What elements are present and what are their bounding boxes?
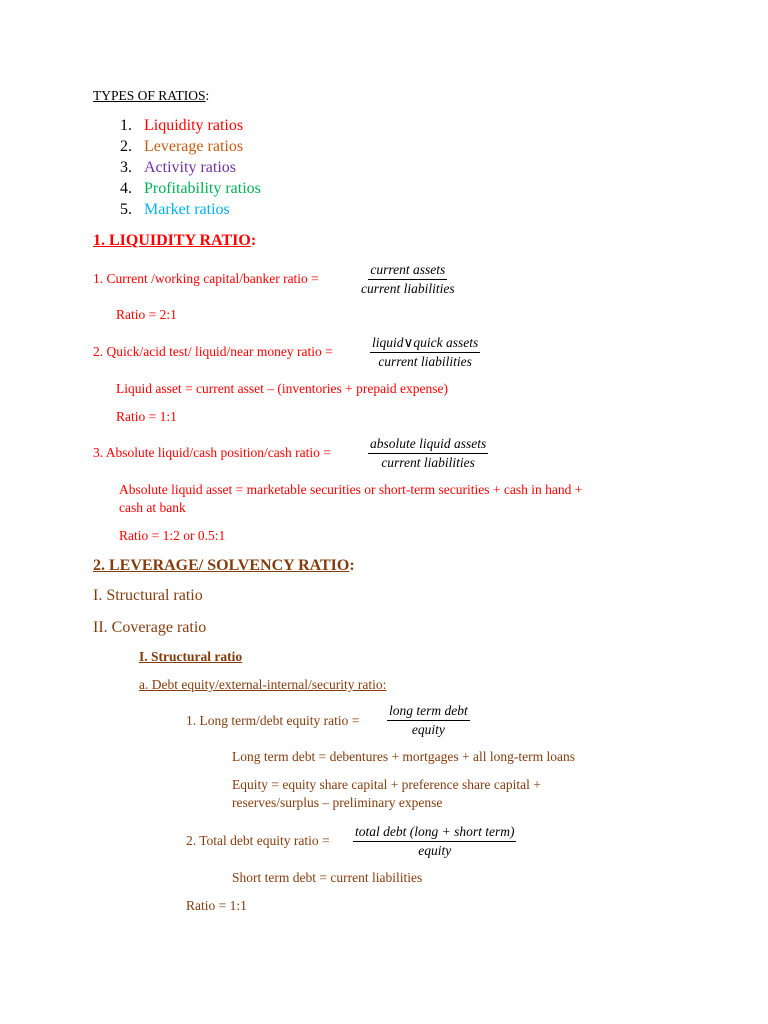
- total-debt-ratio-value: Ratio = 1:1: [186, 898, 247, 913]
- total-debt-ratio-label: 2. Total debt equity ratio =: [186, 833, 330, 848]
- liquidity-heading: [93, 232, 256, 250]
- list-number: 5.: [120, 201, 132, 218]
- quick-ratio-label: 2. Quick/acid test/ liquid/near money ratio =: [93, 344, 333, 359]
- fraction-numerator: liquid∨quick assets: [370, 335, 480, 353]
- list-number: 4.: [120, 180, 132, 197]
- equity-note-line1: Equity = equity share capital + preference share capital +: [232, 777, 541, 792]
- heading-text: TYPES OF RATIOS: [93, 88, 206, 103]
- absolute-asset-note-line2: cash at bank: [119, 500, 186, 515]
- current-ratio-label: 1. Current /working capital/banker ratio =: [93, 271, 319, 286]
- short-term-debt-note: Short term debt = current liabilities: [232, 870, 423, 885]
- list-number: 2.: [120, 138, 132, 155]
- list-label: Market ratios: [144, 201, 230, 218]
- heading-colon: :: [205, 88, 210, 103]
- liquidity-heading-text: 1. LIQUIDITY RATIO: [93, 232, 251, 249]
- leverage-heading: [93, 557, 355, 575]
- fraction-numerator: absolute liquid assets: [368, 436, 488, 454]
- quick-ratio-fraction: [370, 335, 480, 370]
- list-label: Leverage ratios: [144, 138, 244, 155]
- structural-subheading: I. Structural ratio: [139, 649, 243, 664]
- fraction-numerator: current assets: [368, 262, 447, 280]
- fraction-denominator: current liabilities: [378, 354, 472, 369]
- list-label: Liquidity ratios: [144, 117, 244, 134]
- liquid-asset-note: Liquid asset = current asset – (inventories + prepaid expense): [116, 381, 448, 396]
- coverage-ratio-item: II. Coverage ratio: [93, 619, 207, 636]
- leverage-heading-colon: :: [349, 557, 355, 574]
- section-heading: [93, 88, 209, 104]
- leverage-heading-text: 2. LEVERAGE/ SOLVENCY RATIO: [93, 557, 350, 574]
- liquidity-heading-colon: :: [250, 232, 257, 249]
- long-term-ratio-label: 1. Long term/debt equity ratio =: [186, 713, 360, 728]
- fraction-denominator: equity: [418, 843, 452, 858]
- list-label: Profitability ratios: [144, 180, 261, 197]
- quick-ratio-value: Ratio = 1:1: [116, 409, 177, 424]
- current-ratio-value: Ratio = 2:1: [116, 307, 177, 322]
- list-number: 3.: [120, 159, 132, 176]
- absolute-ratio-label: 3. Absolute liquid/cash position/cash ratio =: [93, 445, 331, 460]
- equity-note-line2: reserves/surplus – preliminary expense: [232, 795, 443, 810]
- fraction-numerator: long term debt: [387, 703, 470, 721]
- fraction-denominator: current liabilities: [361, 281, 455, 296]
- long-term-debt-note: Long term debt = debentures + mortgages + all long-term loans: [232, 749, 576, 764]
- fraction-denominator: current liabilities: [381, 455, 475, 470]
- absolute-asset-note-line1: Absolute liquid asset = marketable securities or short-term securities + cash in hand +: [119, 482, 583, 497]
- absolute-ratio-fraction: [368, 436, 488, 471]
- long-term-ratio-fraction: [387, 703, 470, 738]
- list-label: Activity ratios: [144, 159, 236, 176]
- debt-equity-subheading: a. Debt equity/external-internal/security ratio:: [139, 677, 387, 692]
- structural-ratio-item: I. Structural ratio: [93, 587, 203, 604]
- fraction-numerator: total debt (long + short term): [353, 824, 516, 842]
- current-ratio-fraction: [359, 262, 457, 297]
- list-number: 1.: [120, 117, 132, 134]
- fraction-denominator: equity: [411, 722, 445, 737]
- absolute-ratio-value: Ratio = 1:2 or 0.5:1: [119, 528, 226, 543]
- total-debt-ratio-fraction: [353, 824, 516, 859]
